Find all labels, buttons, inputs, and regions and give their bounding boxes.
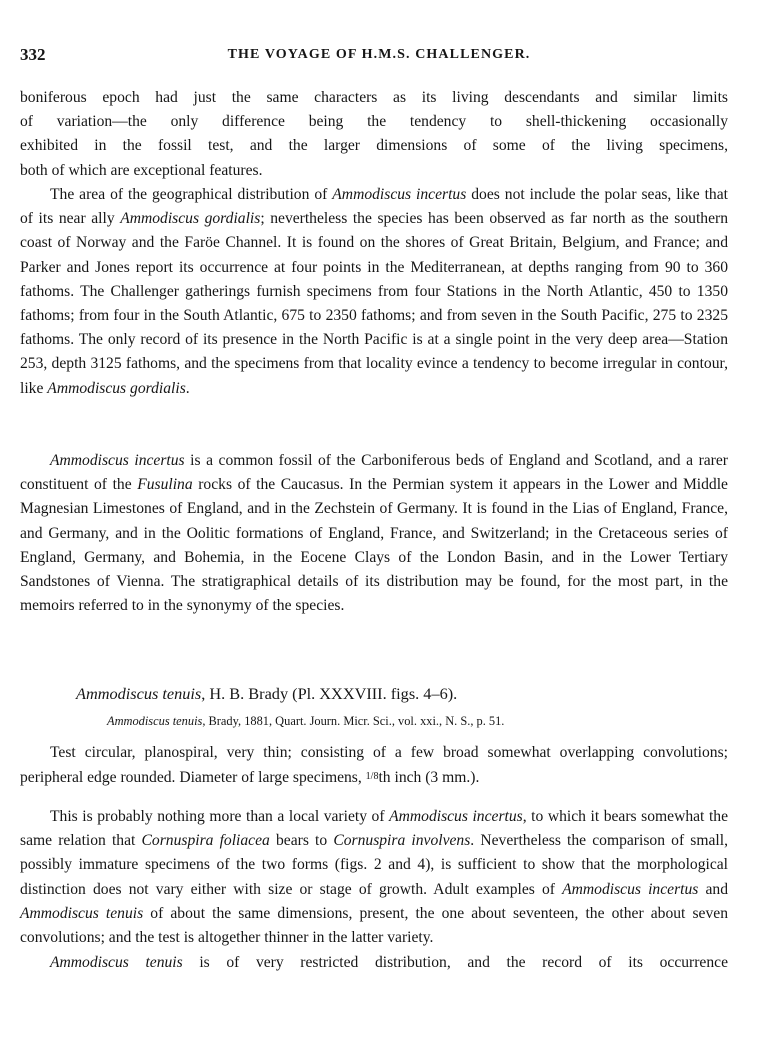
species-name: Ammodiscus incertus — [389, 808, 523, 825]
page-number: 332 — [20, 45, 46, 64]
paragraph-line: exhibited in the fossil test, and the larger dimensions of some of the living specimens, — [20, 137, 728, 155]
paragraph-restricted-distribution: Ammodiscus tenuis is of very restricted distribution, and the record of its occurrence — [50, 954, 728, 971]
paragraph-comparison: This is probably nothing more than a local variety of Ammodiscus incertus, to which it bears somewhat the same relation that Cornuspira foliacea bears to Cornuspira involvens. Nevertheless the comparison of small, possibly immature specimens of the two forms (figs. 2 and 4), is sufficient to show that the morphological distinction does not vary either with size or stage of growth. Adult examples of Ammodiscus incertus and Ammodiscus tenuis of about the same dimensions, present, the one about seventeen, the other about seven convolutions; and the test is altogether thinner in the latter variety. — [20, 808, 728, 947]
paragraph-line: boniferous epoch had just the same characters as its living descendants and similar limits — [20, 89, 728, 106]
paragraph-line: both of which are exceptional features. — [20, 161, 263, 179]
species-name: Ammodiscus incertus — [50, 452, 185, 469]
paragraph-line: of variation—the only difference being the tendency to shell-thickening occasionally — [20, 113, 728, 131]
species-name: Ammodiscus incertus — [562, 880, 699, 898]
species-heading-reference: , H. B. Brady (Pl. XXXVIII. figs. 4–6). — [201, 684, 458, 703]
species-heading-name: Ammodiscus tenuis — [76, 684, 202, 703]
paragraph-continuation — [20, 86, 728, 183]
species-name: Cornuspira involvens — [333, 832, 471, 850]
running-title: THE VOYAGE OF H.M.S. CHALLENGER. — [227, 47, 531, 62]
genus-name: Fusulina — [137, 476, 193, 494]
species-heading — [76, 684, 457, 704]
species-name: Ammodiscus tenuis — [20, 904, 144, 922]
species-name: Ammodiscus incertus — [332, 186, 467, 203]
page-header — [20, 45, 738, 67]
species-name: Ammodiscus gordialis — [120, 210, 261, 228]
fraction: 1/8 — [365, 771, 379, 783]
species-diagnosis: Test circular, planospiral, very thin; consisting of a few broad somewhat overlapping convolutions; peripheral edge rounded. Diameter of large specimens, 1/8th inch (3 mm.). — [20, 744, 728, 787]
synonymy-citation: , Brady, 1881, Quart. Journ. Micr. Sci., vol. xxi., N. S., p. 51. — [202, 714, 505, 728]
synonymy-name: Ammodiscus tenuis — [107, 714, 203, 728]
species-name: Cornuspira foliacea — [141, 832, 270, 850]
paragraph-fossil-record: Ammodiscus incertus is a common fossil of the Carboniferous beds of England and Scotland, and a rarer constituent of the Fusulina rocks of the Caucasus. In the Permian system it appears in the Lower and Middle Magnesian Limestones of England, and in the Zechstein of Germany. It is found in the Lias of England, France, and Germany, and in the Oolitic formations of England, France, and Switzerland; in the Cretaceous series of England, Germany, and Bohemia, in the Eocene Clays of the London Basin, and in the Lower Tertiary Sandstones of Vienna. The stratigraphical details of its distribution may be found, for the most part, in the memoirs referred to in the synonymy of the species. — [20, 452, 728, 615]
species-name: Ammodiscus gordialis — [47, 379, 186, 397]
paragraph-distribution: The area of the geographical distribution of Ammodiscus incertus does not include the polar seas, like that of its near ally Ammodiscus gordialis; nevertheless the species has been observed as far north as the southern coast of Norway and the Faröe Channel. It is found on the shores of Great Britain, Belgium, and France; and Parker and Jones report its occurrence at four points in the Mediterranean, at depths ranging from 90 to 360 fathoms. The Challenger gatherings furnish specimens from four Stations in the North Atlantic, 450 to 1350 fathoms; from four in the South Atlantic, 675 to 2350 fathoms; and from seven in the South Pacific, 275 to 2325 fathoms. The only record of its presence in the North Pacific is at a single point in the very deep area—Station 253, depth 3125 fathoms, and the specimens from that locality evince a tendency to become irregular in contour, like Ammodiscus gordialis. — [20, 186, 728, 397]
synonymy-reference — [107, 714, 504, 729]
species-name: Ammodiscus tenuis — [50, 954, 183, 971]
